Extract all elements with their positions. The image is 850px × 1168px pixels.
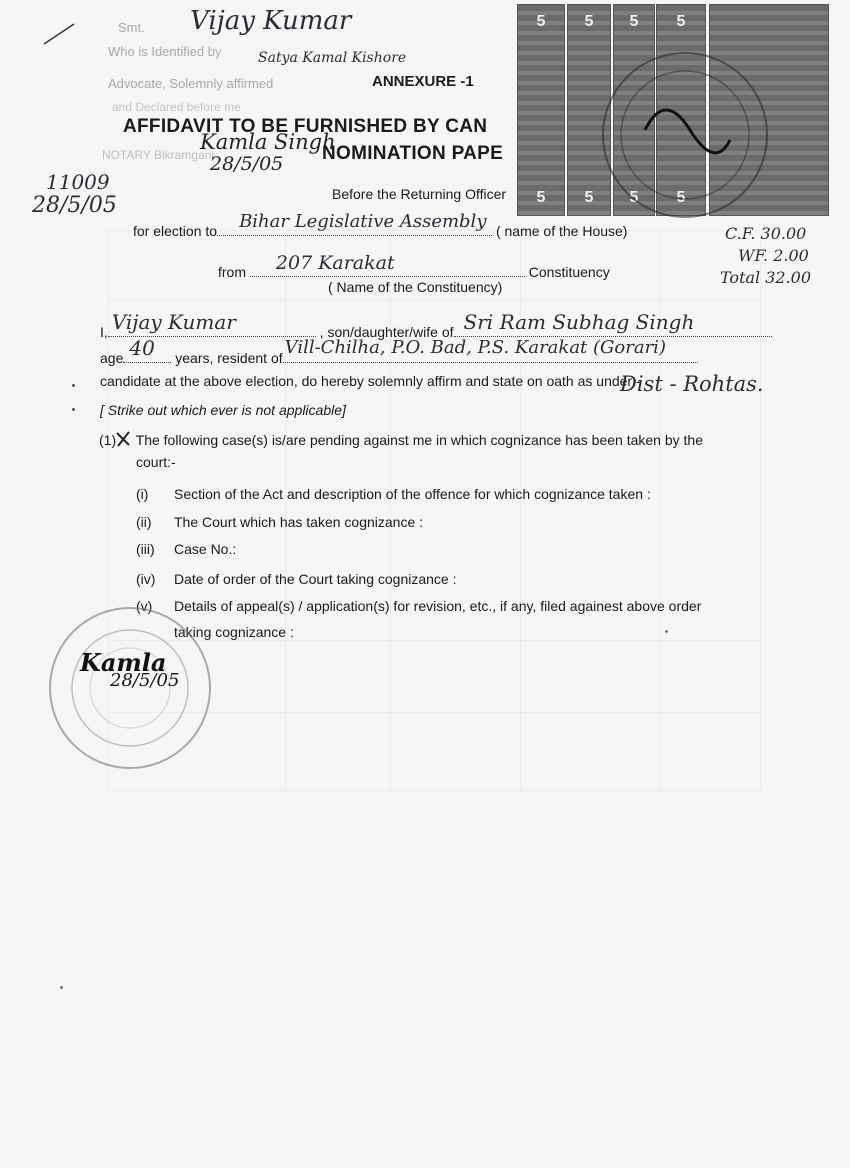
item-i: (i) Section of the Act and description of the offence for which cognizance taken : [136,486,651,502]
annexure-label: ANNEXURE -1 [372,73,474,90]
item-ii: (ii) The Court which has taken cognizance : [136,514,424,530]
fee-wf: WF. 2.00 [738,246,809,265]
election-line: for election to Bihar Legislative Assembly ( name of the House) [133,211,628,239]
candidate-address: Vill-Chilha, P.O. Bad, P.S. Karakat (Gorari) [284,337,666,358]
notary-line-2: Advocate, Solemnly affirmed [108,76,274,91]
declaration-line-1: I, Vijay Kumar , son/daughter/wife of Sri Ram Subhag Singh [100,320,772,340]
declaration-line-2: age 40 years, resident of Vill-Chilha, P.O. Bad, P.S. Karakat (Gorari) [100,346,698,366]
title-line-2: NOMINATION PAPE [322,143,504,164]
speck [72,384,75,387]
clause-1-cont: court:- [136,454,176,470]
item-iii: (iii) Case No.: [136,541,237,557]
candidate-name: Vijay Kumar [111,310,236,334]
speck [72,408,75,411]
constituency-value: 207 Karakat [275,252,395,274]
candidate-district: Dist - Rohtas. [620,372,764,396]
constituency-sub: ( Name of the Constituency) [328,279,503,295]
reg-number: 11009 [46,170,110,194]
pen-mark-icon [40,18,80,48]
clause-1-number: (1) [99,432,117,448]
fee-total: Total 32.00 [720,268,812,287]
notary-hand-sign: Kamla Singh [200,130,336,154]
returning-officer: Before the Returning Officer [332,186,507,202]
title-line-1: AFFIDAVIT TO BE FURNISHED BY CAN [123,116,488,137]
strike-x-icon [114,430,132,448]
notary-line-3: and Declared before me [112,100,241,114]
fee-cf: C.F. 30.00 [725,224,807,243]
clause-1 [99,430,703,448]
strike-note: [ Strike out which ever is not applicable] [100,402,346,418]
item-v: (v) Details of appeal(s) / application(s) for revision, etc., if any, filed againest above order [136,598,702,614]
speck [665,630,668,633]
constituency-line: from 207 Karakat Constituency [218,252,610,280]
notary-hand-name: Vijay Kumar [190,6,352,36]
father-name: Sri Ram Subhag Singh [463,310,695,334]
round-seal-icon [575,40,795,230]
notary-line-1: Smt. [118,20,145,35]
seal-date: 28/5/05 [110,670,180,691]
candidate-age: 40 [129,336,155,360]
notary-hand-date: 28/5/05 [210,153,284,175]
house-label: ( name of the House) [495,223,628,239]
notary-line-1-suffix: Who is Identified by [108,44,222,59]
item-v-cont: taking cognizance : [174,624,294,640]
house-value: Bihar Legislative Assembly [239,211,487,232]
reg-date: 28/5/05 [32,193,117,218]
notary-line-4: NOTARY Bikramganj [102,148,215,162]
oath-line: candidate at the above election, do hereby solemnly affirm and state on oath as under:- [100,373,641,389]
constituency-label: Constituency [528,264,610,280]
clause-1-text: The following case(s) is/are pending against me in which cognizance has been taken by the [135,432,703,448]
speck [60,986,63,989]
affidavit-page: Smt. Vijay Kumar Who is Identified by Satya Kamal Kishore Advocate, Solemnly affirmed and Declared before me NOTARY Bikramganj ANNEXURE -1 AFFIDAVIT TO BE FURNISHED BY CAN NOMINATION PAPE Kamla Singh 28/5/05 11009 28/5/05 Before the Returning Officer 5 5 5 5 5 5 5 5 for election to Bihar Legislative Assembly ( name of the House) C.F. 30.00 WF. 2.00 Total 32.00 from 207 Karakat Constituency ( Name of the Constituency) I, Vijay Kumar , son/daughter/wife of Sri Ram Subhag Singh age 40 years, resident of Vill-Chilha, P.O. Bad, P.S. Karakat (Gorari) candidate at the above election, do hereby solemnly affirm and state on oath as under:- Dist - Rohtas. [ Strike out which ever is not applicable] (1) The following case(s) is/are pending against me in which cognizance has been taken by the court:- (i) Section of the Act and description of the offence for which cognizance taken : (ii) The Court which has taken cognizance : (iii) Case No.: (iv) Date of order of the Court taking cognizance : (v) Details of appeal(s) / application(s) for revision, etc., if any, filed againest above order taking cognizance : Kamla 28/5/05 [0,0,850,1168]
seal-sign: Kamla [80,648,167,677]
item-iv: (iv) Date of order of the Court taking cognizance : [136,571,457,587]
notary-hand-ident: Satya Kamal Kishore [258,50,407,66]
